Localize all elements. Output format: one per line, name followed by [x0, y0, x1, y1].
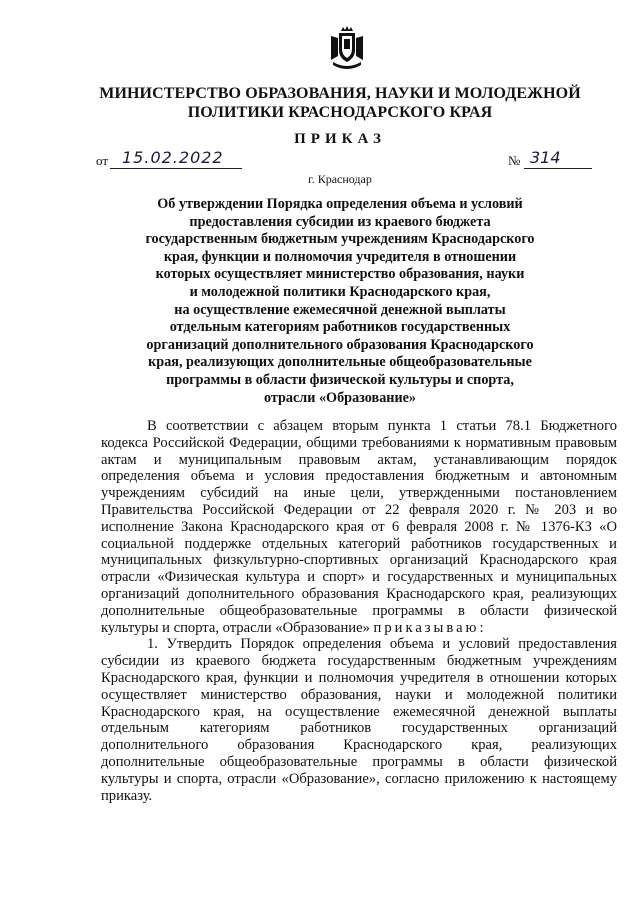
title-line: программы в области физической культуры и спорта, [166, 371, 514, 388]
preamble-text: В соответствии с абзацем вторым пункта 1 статьи 78.1 Бюджетного кодекса Российской Федерации, общими требованиями к нормативным правовым актам и муниципальным правовым актам, устанавливающим порядок определения объема и условия предоставления бюджетным и автономным учреждениям субсидий на иные цели, утвержденными постановлением Правительства Российской Федерации от 22 февраля 2020 г. № 203 и во исполнение Закона Краснодарского края от 6 февраля 2008 г. № 1376-КЗ «О социальной поддержке отдельных категорий работников государственных и муниципальных физкультурно-спортивных организаций Краснодарского края отрасли «Физическая культура и спорт» и государственных и муниципальных организаций дополнительного образования Краснодарского края, реализующих дополнительные общеобразовательные программы в области физической культуры и спорта, отрасли «Образование» [101, 418, 617, 636]
order-body [101, 418, 617, 804]
city-name: г. Краснодар [308, 172, 372, 186]
title-line: организаций дополнительного образования Краснодарского [146, 336, 534, 353]
title-line: которых осуществляет министерство образования, науки [155, 266, 525, 283]
clause-1-paragraph: 1. Утвердить Порядок определения объема и условий предоставления субсидии из краевого бюджета государственным бюджетным учреждениям Краснодарского края, функции и полномочия учредителя в отношении которых осуществляет министерство образования, науки и молодежной политики Краснодарского края, на осуществление ежемесячной денежной выплаты отдельным категориям работников государственных организаций дополнительного образования Краснодарского края, реализующих дополнительные общеобразовательные программы в области физической культуры и спорта, отрасли «Образование», согласно приложению к настоящему приказу. [101, 636, 617, 804]
order-heading: ПРИКАЗ [294, 131, 386, 147]
title-line: Об утверждении Порядка определения объема и условий [157, 196, 523, 212]
handwritten-date: 15.02.2022 [122, 148, 224, 167]
title-line: и молодежной политики Краснодарского края, [189, 283, 491, 300]
title-line: края, функции и полномочия учредителя в отношении [163, 248, 517, 265]
order-directive: приказываю: [373, 619, 487, 636]
title-line: предоставления субсидии из краевого бюджета [189, 213, 491, 230]
ministry-name-line-1: МИНИСТЕРСТВО ОБРАЗОВАНИЯ, НАУКИ И МОЛОДЕЖНОЙ [99, 85, 581, 102]
handwritten-order-number: 314 [530, 148, 561, 167]
title-line: отрасли «Образование» [263, 389, 417, 406]
title-line: на осуществление ежемесячной денежной выплаты [174, 301, 506, 318]
preamble-paragraph [101, 418, 617, 636]
title-line: государственным бюджетным учреждениям Краснодарского [145, 231, 535, 248]
number-prefix: № [508, 153, 521, 168]
date-prefix: от [96, 153, 109, 168]
coat-of-arms-icon [327, 26, 367, 70]
title-line: отдельным категориям работников государственных [169, 319, 511, 336]
ministry-name-line-2: ПОЛИТИКИ КРАСНОДАРСКОГО КРАЯ [187, 104, 493, 121]
ministry-name [80, 84, 600, 122]
order-title [110, 196, 570, 407]
title-line: края, реализующих дополнительные общеобразовательные [148, 354, 532, 371]
